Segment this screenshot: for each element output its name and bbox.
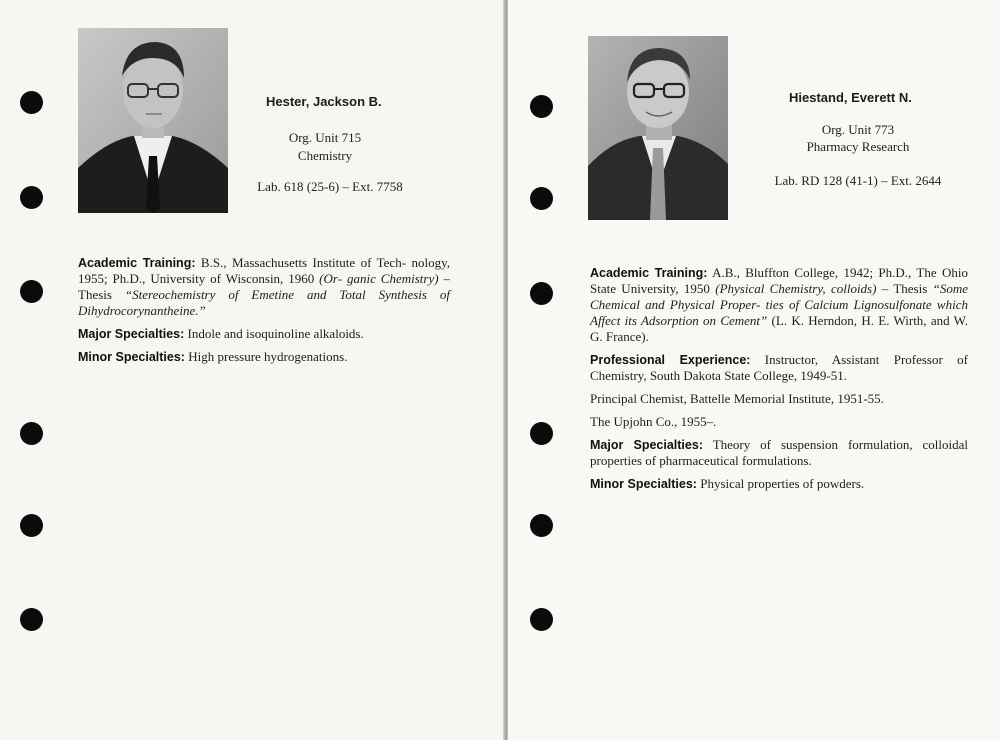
org-unit: Org. Unit 715 xyxy=(288,130,362,145)
minor-specialties-text: Physical properties of powders. xyxy=(696,476,865,491)
major-specialties xyxy=(590,437,968,469)
lab-extension: Lab. 618 (25-6) – Ext. 7758 xyxy=(257,179,403,194)
org-unit: Org. Unit 773 xyxy=(821,122,895,137)
italic-text-segment: on Cement” xyxy=(703,313,768,328)
italic-text-segment: and Total Synthesis of Dihydrocorynantheine.” xyxy=(78,287,451,318)
text-segment: nology, 1955; Ph.D., University of Wisconsin, 1960 xyxy=(78,255,450,286)
major-specialties-text: Theory of suspension formulation, colloidal properties of pharmaceutical formulations. xyxy=(590,437,968,468)
professional-experience xyxy=(590,352,968,384)
italic-text-segment: “Stereochemistry of Emetine xyxy=(124,287,294,302)
major-specialties-text: Indole and isoquinoline alkaloids. xyxy=(184,326,364,341)
biography-body xyxy=(590,265,968,499)
academic-training-label: Academic Training: xyxy=(590,266,708,280)
italic-text-segment: (Physical Chemistry, xyxy=(715,281,826,296)
minor-specialties xyxy=(590,476,968,492)
person-name: Hester, Jackson B. xyxy=(266,94,382,109)
academic-training xyxy=(590,265,968,345)
academic-training xyxy=(78,255,450,319)
binder-hole xyxy=(20,280,43,303)
minor-specialties-text: High pressure hydrogenations. xyxy=(184,349,348,364)
italic-text-segment: ties of Calcium Lignosulfonate which Affect its Adsorption xyxy=(590,297,968,328)
portrait-photo-hester xyxy=(78,28,228,213)
professional-experience-upjohn: The Upjohn Co., 1955–. xyxy=(590,414,717,429)
lab-extension: Lab. RD 128 (41-1) – Ext. 2644 xyxy=(774,173,942,188)
italic-text-segment: (Or- xyxy=(319,271,343,286)
binder-hole xyxy=(20,91,43,114)
text-segment: A.B., Bluffton College, 1942; Ph.D., xyxy=(707,265,912,280)
text-segment: (L. K. Herndon, H. E. Wirth, and W. G. France). xyxy=(590,313,968,344)
text-segment: – Thesis xyxy=(876,281,933,296)
major-specialties-label: Major Specialties: xyxy=(78,327,185,341)
text-segment: B.S., Massachusetts Institute of Tech- xyxy=(195,255,407,270)
right-page xyxy=(508,0,1000,740)
binder-hole xyxy=(20,422,43,445)
binder-hole xyxy=(530,95,553,118)
minor-specialties-label: Minor Specialties: xyxy=(78,350,185,364)
binder-hole xyxy=(530,187,553,210)
binder-hole xyxy=(530,608,553,631)
professional-experience-battelle: Principal Chemist, Battelle Memorial Institute, 1951-55. xyxy=(590,391,884,406)
person-name: Hiestand, Everett N. xyxy=(789,90,912,105)
major-specialties xyxy=(78,326,450,342)
major-specialties-label: Major Specialties: xyxy=(590,438,703,452)
binder-hole xyxy=(530,422,553,445)
biography-body xyxy=(78,255,450,372)
binder-hole xyxy=(20,186,43,209)
italic-text-segment: ganic Chemistry) xyxy=(346,271,439,286)
portrait-photo-hiestand xyxy=(588,36,728,220)
binder-hole xyxy=(20,608,43,631)
minor-specialties xyxy=(78,349,450,365)
text-segment: – Thesis xyxy=(78,271,450,302)
italic-text-segment: colloids) xyxy=(830,281,877,296)
professional-experience-label: Professional Experience: xyxy=(590,353,751,367)
department: Chemistry xyxy=(297,148,353,163)
professional-experience-text: Instructor, Assistant Professor of Chemistry, South Dakota State College, 1949-51. xyxy=(590,352,968,383)
minor-specialties-label: Minor Specialties: xyxy=(590,477,697,491)
italic-text-segment: “Some Chemical and Physical Proper- xyxy=(590,281,968,312)
binder-hole xyxy=(530,282,553,305)
text-segment: The Ohio State University, 1950 xyxy=(590,265,968,296)
binder-hole xyxy=(530,514,553,537)
academic-training-label: Academic Training: xyxy=(78,256,196,270)
department: Pharmacy Research xyxy=(806,139,910,154)
binder-hole xyxy=(20,514,43,537)
